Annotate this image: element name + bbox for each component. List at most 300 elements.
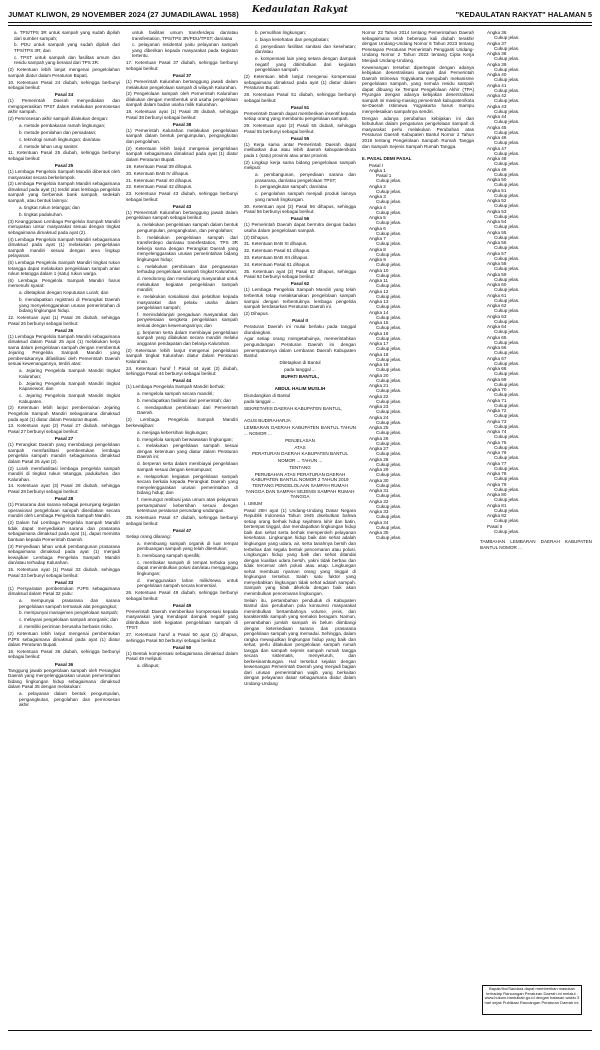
- paragraph: Cukup jelas.: [376, 188, 402, 194]
- paragraph: Dengan adanya perubahan kebijakan ini dan kebutuhan dalam pengaturan pengelolaan sampah di masyarakat perlu melakukan Perubahan atas Peraturan Daerah Kabupaten Bantul Nomor 2 Tahun 2019 tentang Pengelolaan Sampah Rumah Tangga dan Sampah Sejenis Sampah Rumah Tangga.: [362, 115, 474, 149]
- paragraph: Cukup jelas.: [494, 455, 520, 461]
- article-heading: Pasal 62: [290, 281, 310, 287]
- paragraph: Cukup jelas.: [494, 507, 520, 513]
- paragraph: (2) Lembaga Pengelola Sampah Mandiri berkewajiban:: [126, 417, 238, 428]
- paragraph: d. memiliki perizinan berusaha berbasis risiko.: [19, 624, 113, 630]
- paragraph: d. metode lahan urug saniter.: [19, 143, 79, 149]
- paragraph: Angka 30: [369, 477, 389, 483]
- paragraph: Cukup jelas.: [494, 413, 520, 419]
- paragraph: Angka 61: [487, 292, 507, 298]
- article-heading: Pasal 50: [172, 644, 192, 650]
- paragraph: c. melakukan pembinaan dan pengawasan terhadap pengelolaan sampah tingkat Kalurahan;: [137, 263, 238, 275]
- paragraph: Angka 74: [487, 429, 507, 434]
- paragraph: b. membuang sampah spesifik;: [137, 552, 201, 558]
- paragraph: Cukup jelas.: [494, 35, 520, 41]
- paragraph: Cukup jelas.: [376, 524, 402, 530]
- paragraph: Pemerintah Daerah dapat memberikan insentif kepada setiap orang yang membantu pengelolaan sampah.: [244, 110, 356, 122]
- paragraph: Cukup jelas.: [376, 178, 402, 184]
- paragraph: (2) Ketentuan lebih lanjut mengenai kompensasi sebagaimana dimaksud pada ayat (1) diatur dalam Peraturan Bupati.: [244, 74, 356, 91]
- paragraph: c. membakar sampah di tempat terbuka yang dapat menimbulkan polusi dan/atau mengganggu lingkungan;: [137, 559, 238, 576]
- article-heading: Pasal 28: [54, 496, 74, 502]
- paragraph: untuk fasilitas umum transferdepo dan/atau transfestation, TPS/TPS 3R/PDU/TPST; dan/atau: [132, 30, 238, 41]
- paragraph: Angka 73: [487, 418, 507, 424]
- paragraph: Cukup jelas.: [376, 472, 402, 478]
- paragraph: Cukup jelas.: [494, 161, 520, 167]
- paragraph: Cukup jelas.: [494, 423, 520, 429]
- paragraph: (2) Lembaga Pengelola Sampah Mandiri sebagaimana dimaksud pada ayat (1) terdiri atas lembaga pengelola sampah yang berbentuk bank sampah, sedekah sampah, atau bentuk lainnya:: [8, 181, 120, 204]
- paragraph: 14. Ketentuan ayat (3) Pasal 28 diubah, sehingga Pasal 28 berbunyi sebagai berikut:: [8, 483, 120, 495]
- paragraph: Cukup jelas.: [376, 493, 402, 499]
- article-heading: Pasal 37: [172, 72, 192, 78]
- paragraph: Angka 69: [487, 376, 507, 382]
- paragraph: (2) Ketentuan lebih lanjut mengenai pengelolaan sampah sebagaimana dimaksud pada ayat (1) diatur dalam Peraturan Bupati.: [126, 145, 238, 162]
- paragraph: f. memungut retribusi jasa umum atas pelayanan persampahan/ kebersihan sesuai dengan ketentuan peraturan perundang-undangan.: [137, 497, 238, 514]
- paragraph: Cukup jelas.: [376, 356, 402, 362]
- paragraph: Cukup jelas.: [376, 482, 402, 488]
- paragraph: 21. Ketentuan Pasal 40 dihapus.: [126, 177, 193, 183]
- paragraph: Kewenangan tersebut dipertegas dengan adanya kebijakan desentralisasi sampah dari Pemerintah Daerah Istimewa Yogyakarta mengubah mekanisme pengelolaan sampah, yang semula residu sampah dapat dibuang ke Tempat Pengelolaan Akhir (TPA) Piyungan dengan adanya kebijakan desentralisasi sampah ini masing-masing pemerintah kabupaten/kota se-Daerah Istimewa Yogyakarta harus mampu menyelesaikan sampahnya sendiri.: [362, 64, 474, 114]
- paragraph: Cukup jelas.: [494, 234, 520, 240]
- footer-rule: [8, 1030, 592, 1031]
- paragraph: Cukup jelas.: [494, 77, 520, 83]
- paragraph: [362, 150, 474, 154]
- paragraph: a. pembangunan, penyediaan sarana dan prasarana, dan/atau pengelolaan TPST;: [255, 171, 356, 183]
- paragraph: (2) Lurah memfasilitasi lembaga pengelola sampah mandiri di tingkat rukun tetangga, padukuhan, dan Kalurahan.: [8, 465, 120, 482]
- paragraph: 29. Ketentuan ayat (2) Pasal 55 diubah, sehingga Pasal 55 berbunyi sebagai berikut:: [244, 122, 356, 134]
- paragraph: Cukup jelas.: [376, 262, 402, 268]
- paragraph: Cukup jelas.: [494, 108, 520, 114]
- paragraph: Cukup jelas.: [494, 203, 520, 209]
- paragraph: Angka 26: [369, 435, 389, 441]
- paragraph: d. berperan serta dalam membiayai pengelolaan sampah sesuai dengan kemampuan;: [137, 461, 238, 472]
- paragraph: Cukup jelas.: [376, 409, 402, 415]
- paragraph: 32. Ketentuan Pasal 61 dihapus.: [244, 248, 311, 254]
- paragraph: Ditetapkan di Bantul: [279, 359, 321, 365]
- article-body: [8, 30, 592, 1020]
- paragraph: Cukup jelas.: [494, 171, 520, 177]
- paragraph: Cukup jelas.: [494, 444, 520, 450]
- paragraph: Angka 72: [487, 408, 507, 413]
- paragraph: 34. Ketentuan Pasal 61 dihapus.: [244, 261, 311, 267]
- paragraph: Angka 60: [487, 282, 507, 287]
- paragraph: Angka 24: [369, 414, 389, 420]
- article-heading: Pasal II: [292, 318, 308, 323]
- paragraph: Angka 48: [487, 156, 507, 161]
- paragraph: Cukup jelas.: [376, 220, 402, 226]
- paragraph: Cukup jelas.: [494, 287, 520, 293]
- paragraph: Cukup jelas.: [376, 346, 402, 352]
- paragraph: Angka 58: [487, 261, 507, 266]
- paragraph: (5) Lembaga Pengelola Sampah Mandiri tingkat rukun tetangga dapat melakukan pengelolaan sampah antar rukun tetangga dalam 1 (satu) rukun warga.: [8, 259, 120, 277]
- paragraph: PENJELASAN: [285, 437, 315, 443]
- paragraph: Angka 54: [487, 219, 507, 224]
- paragraph: Angka 46: [487, 135, 507, 140]
- paragraph: Cukup jelas.: [494, 381, 520, 387]
- column-2: [126, 30, 238, 1020]
- paragraph: 22. Ketentuan Pasal 42 dihapus.: [126, 184, 193, 190]
- paragraph: Tanggung jawab pengelolaan sampah oleh Perangkat Daerah yang menyelenggarakan urusan pemerintahan bidang lingkungan hidup sebagaimana dimaksud dalam Pasal 35 dengan melakukan:: [8, 667, 120, 690]
- paragraph: Angka 80: [487, 492, 507, 497]
- paragraph: (1) Prasarana dan sarana sebagai penunjang kegiatan operasional pengelolaan sampah disediakan secara mandiri oleh Lembaga Pengelola Sampah Mandiri.: [8, 502, 120, 519]
- paragraph: Angka 25: [369, 425, 389, 431]
- paragraph: Cukup jelas.: [376, 377, 402, 383]
- paragraph: 10. Ketentuan Pasal 24 diubah, sehingga berbunyi sebagai berikut:: [8, 79, 120, 91]
- paragraph: Cukup jelas.: [494, 129, 520, 135]
- paragraph: b. tingkat padukuhan.: [19, 211, 63, 217]
- paragraph: Cukup jelas.: [494, 276, 520, 282]
- paragraph: Angka 41: [487, 82, 507, 88]
- paragraph: (2) Pengelolaan sampah oleh Pemerintah Kalurahan dilakukan dengan membentuk unit usaha pengelolaan sampah dalam badan usaha milik Kalurahan.: [126, 91, 238, 108]
- paragraph: Cukup jelas.: [494, 486, 520, 492]
- paragraph: 25. Ketentuan Pasal 47 diubah, sehingga berbunyi sebagai berikut:: [126, 515, 238, 526]
- paragraph: Angka 64: [487, 324, 507, 329]
- paragraph: 23. Ketentuan Pasal 43 diubah, sehingga berbunyi sebagai berikut:: [126, 191, 238, 202]
- paragraph: Cukup jelas.: [494, 45, 520, 51]
- paragraph: Angka 36: [487, 30, 507, 35]
- paragraph: Cukup jelas.: [494, 245, 520, 251]
- paragraph: Cukup jelas.: [376, 451, 402, 457]
- paragraph: Cukup jelas.: [376, 230, 402, 236]
- paragraph: Cukup jelas.: [376, 199, 402, 205]
- paragraph: Cukup jelas.: [376, 335, 402, 341]
- paragraph: a. dihapus;: [137, 663, 160, 669]
- paragraph: Cukup jelas.: [376, 272, 402, 278]
- paragraph: d. menggunakan lahan milik/sewa untuk pengelolaan sampah secara komersial.: [137, 577, 238, 589]
- paragraph: Angka 31: [369, 488, 389, 494]
- paragraph: Cukup jelas.: [494, 297, 520, 303]
- paragraph: Cukup jelas.: [494, 465, 520, 471]
- paragraph: Cukup jelas.: [494, 213, 520, 219]
- paragraph: Cukup jelas.: [494, 528, 520, 534]
- paragraph: Angka 59: [487, 271, 507, 277]
- paragraph: a. Jejaring Pengelola Sampah Mandiri tingkat Kalurahan;: [19, 368, 120, 379]
- paragraph: a. TPS/TPS 3R untuk sampah yang sudah dipilah dari sumber sampah;: [14, 30, 120, 41]
- article-heading: Pasal 26: [54, 327, 74, 333]
- paragraph: Angka 5: [369, 215, 386, 221]
- paragraph: 18. Ketentuan ayat (1) Pasal 38 diubah, sehingga Pasal 38 berbunyi sebagai berikut:: [126, 109, 238, 120]
- paragraph: Cukup jelas.: [494, 402, 520, 408]
- paragraph: Angka 50: [487, 177, 507, 182]
- paragraph: a. mempunyai prasarana dan sarana pengelolaan sampah termasuk alat pengangkut;: [19, 598, 120, 609]
- paragraph: g. berperan serta dalam membiayai pengelolaan sampah yang dilakukan secara mandiri melalui anggaran pendapatan dan belanja Kalurahan.: [137, 329, 238, 346]
- paragraph: Angka 28: [369, 456, 389, 462]
- paragraph: pada tanggal ...: [244, 399, 276, 405]
- masthead-logo: Kedaulatan Rakyat: [252, 5, 348, 15]
- paragraph: Angka 52: [487, 198, 507, 203]
- paragraph: Cukup jelas.: [494, 266, 520, 272]
- paragraph: Angka 57: [487, 250, 507, 256]
- paragraph: PERATURAN DAERAH KABUPATEN BANTUL: [251, 451, 349, 457]
- paragraph: (2) Dalam hal Lembaga Pengelola Sampah Mandiri tidak dapat menyediakan sarana dan prasarana sebagaimana dimaksud pada ayat (1), dapat meminta bantuan kepada Pemerintah Daerah.: [8, 520, 120, 542]
- paragraph: Angka 47: [487, 145, 507, 151]
- paragraph: 28. Ketentuan Pasal 51 diubah, sehingga berbunyi sebagai berikut:: [244, 91, 356, 103]
- paragraph: Cukup jelas.: [494, 182, 520, 188]
- paragraph: (4) Lembaga Pengelola Sampah Mandiri sebagaimana dimaksud pada ayat (1) melakukan pengelolaan sampah mandiri sesuai dengan area lingkup pelayanan.: [8, 236, 120, 259]
- paragraph: Cukup jelas.: [376, 304, 402, 310]
- paragraph: c. TPST untuk sampah dan fasilitas umum dan residu sampah yang berasal dari TPS 3R.: [14, 54, 120, 66]
- header-date: JUMAT KLIWON, 29 NOVEMBER 2024 (27 JUMADILAWAL 1958): [8, 10, 239, 19]
- paragraph: [244, 380, 356, 384]
- paragraph: Angka 9: [369, 257, 386, 263]
- paragraph: d. penyediaan fasilitas sanitasi dan kesehatan; dan/atau: [255, 43, 356, 55]
- paragraph: Cukup jelas.: [376, 241, 402, 247]
- article-heading: Pasal 25: [54, 162, 74, 168]
- paragraph: Peraturan Daerah ini mulai berlaku pada tanggal diundangkan.: [244, 324, 356, 335]
- paragraph: Cukup jelas.: [494, 339, 520, 345]
- paragraph: Cukup jelas.: [494, 56, 520, 62]
- article-heading: Pasal 49: [172, 602, 192, 608]
- column-5: [480, 30, 592, 1020]
- paragraph: BUPATI BANTUL,: [281, 373, 319, 379]
- paragraph: c. melakukan pengelolaan sampah sesuai dengan ketentuan yang diatur dalam Peraturan Daerah ini;: [137, 443, 238, 460]
- paragraph: Angka 79: [487, 481, 507, 487]
- article-heading: Pasal 47: [172, 527, 192, 533]
- paragraph: Pasal 28H ayat (1) Undang-Undang Dasar Negara Republik Indonesia Tahun 1945 disebutkan bahwa setiap orang berhak hidup sejahtera lahir dan batin, bertempat tinggal, dan mendapatkan lingkungan hidup baik dan sehat serta berhak memperoleh pelayanan kesehatan. Lingkungan hidup baik dan sehat adalah lingkungan yang udara, air, serta tanahnya bersih dan terbebas dari segala bentuk pencemaran atau polusi. Lingkungan hidup yang baik dan sehat ditandai dengan kualitas udara bersih, yakni tidak berbau dan tidak tercemar oleh polusi atau asap. Lingkungan sehat membuat nyaman orang yang tinggal di lingkungan tersebut. Salah satu faktor yang menyebabkan lingkungan tidak sehat adalah sampah. Sampah yang tidak dikelola dengan baik akan menimbulkan pencemaran lingkungan.: [244, 507, 356, 596]
- paragraph: Angka 62: [487, 303, 507, 308]
- paragraph: Angka 71: [487, 397, 507, 403]
- paragraph: Cukup jelas.: [494, 140, 520, 146]
- paragraph: Angka 63: [487, 313, 507, 319]
- paragraph: b. mendapatkan fasilitasi dari pemerintah; dan: [137, 398, 231, 404]
- paragraph: Cukup jelas.: [376, 440, 402, 446]
- paragraph: Cukup jelas.: [494, 392, 520, 398]
- paragraph: Diundangkan di Bantul: [244, 392, 291, 398]
- paragraph: Cukup jelas.: [494, 318, 520, 324]
- article-heading: Pasal 44: [172, 378, 192, 384]
- paragraph: Angka 35: [369, 530, 389, 536]
- paragraph: Cukup jelas.: [376, 398, 402, 404]
- paragraph: Angka 29: [369, 467, 389, 473]
- article-heading: Pasal 55: [290, 135, 310, 141]
- article-heading: Pasal 51: [290, 104, 310, 110]
- paragraph: (2) Dihapus.: [244, 310, 270, 316]
- paragraph: Angka 14: [369, 309, 389, 315]
- paragraph: d. mendorong dan mendukung masyarakat untuk melakukan kegiatan pengelolaan sampah mandiri;: [137, 276, 238, 293]
- paragraph: (1) Perangkat Daerah yang membidangi pengelolaan sampah memfasilitasi pembentukan lembaga pengelola sampah mandiri sebagaimana dimaksud dalam Pasal 25 ayat (2).: [8, 442, 120, 464]
- paragraph: (1) Pemerintah Kalurahan bertanggung jawab dalam melakukan pengelolaan sampah di wilayah Kalurahan.: [126, 78, 238, 90]
- paragraph: b. mengelola sampah berwawasan lingkungan;: [137, 436, 233, 442]
- paragraph: Pasal I: [369, 162, 384, 168]
- paragraph: a. ditetapkan dengan Keputusan Lurah; dan: [19, 290, 109, 296]
- article-heading: Pasal 38: [172, 121, 192, 127]
- paragraph: [244, 413, 356, 417]
- paragraph: NOMOR ... TAHUN ...: [277, 458, 323, 464]
- paragraph: Pemerintah Daerah memberikan kompensasi kepada masyarakat yang mendapat dampak negatif yang ditimbulkan oleh kegiatan pengelolaan sampah di TPST.: [126, 608, 238, 631]
- paragraph: Cukup jelas.: [494, 192, 520, 198]
- paragraph: (3) Penyediaan lahan untuk pembangunan prasarana sebagaimana dimaksud pada ayat (1) menjadi kewajiban Lembaga Pengelola Sampah Mandiri dan/atau terhadap Kalurahan.: [8, 543, 120, 566]
- paragraph: Angka 18: [369, 351, 389, 357]
- paragraph: Angka 53: [487, 208, 507, 214]
- paragraph: Angka 4: [369, 204, 386, 210]
- paragraph: Angka 66: [487, 345, 507, 350]
- paragraph: (2) Ketentuan lebih lanjut pembentukan Jejaring Pengelola Sampah Mandiri sebagaimana dimaksud pada ayat (1) diatur dalam Peraturan Bupati.: [8, 405, 120, 422]
- column-4: [362, 30, 474, 1020]
- paragraph: (6) Lembaga Pengelola Sampah Mandiri harus memenuhi syarat:: [8, 277, 120, 289]
- paragraph: b. pemulihan lingkungan;: [255, 30, 307, 35]
- header-rule: [8, 22, 592, 23]
- paragraph: I. UMUM: [244, 500, 263, 506]
- paragraph: Cukup jelas.: [376, 503, 402, 509]
- paragraph: a. metode pembakaran ramah lingkungan;: [19, 122, 106, 128]
- column-1: [8, 30, 120, 1020]
- paragraph: (2) Pemrosesan akhir sampah dilakukan dengan:: [8, 116, 109, 122]
- paragraph: 15. Ketentuan ayat (1) Pasal 33 diubah, sehingga Pasal 33 berbunyi sebagai berikut:: [8, 567, 120, 578]
- paragraph: Angka 23: [369, 404, 389, 410]
- paragraph: 35. Ketentuan ayat (2) Pasal 62 dihapus, sehingga Pasal 62 berbunyi sebagai berikut:: [244, 268, 356, 280]
- paragraph: Angka 11: [369, 278, 389, 284]
- paragraph: Cukup jelas.: [376, 367, 402, 373]
- paragraph: Angka 45: [487, 124, 507, 130]
- paragraph: TENTANG: [289, 465, 311, 471]
- paragraph: Cukup jelas.: [494, 119, 520, 125]
- paragraph: 13. Ketentuan ayat (2) Pasal 27 diubah, sehingga Pasal 27 berbunyi sebagai berikut:: [8, 423, 120, 434]
- paragraph: c. melayani pengelolaan sampah anorganik; dan: [19, 617, 118, 623]
- article-heading: Pasal 27: [54, 436, 74, 442]
- paragraph: Cukup jelas.: [376, 283, 402, 289]
- paragraph: (1) Pemerintah Daerah menyediakan dan mengoperasikan TPST dalam melakukan pemrosesan akhir sampah.: [8, 98, 120, 115]
- paragraph: a. tingkat rukun tetangga; dan: [19, 204, 80, 210]
- paragraph: Angka 19: [369, 362, 389, 368]
- paragraph: Cukup jelas.: [376, 251, 402, 257]
- paragraph: (1) Pemerintah Daerah dapat bermitra dengan badan usaha dalam pengelolaan sampah.: [244, 222, 356, 233]
- paragraph: Cukup jelas.: [376, 325, 402, 331]
- paragraph: Angka 82: [487, 513, 507, 518]
- paragraph: Cukup jelas.: [376, 209, 402, 215]
- paragraph: a. pelayanan dalam bentuk pengumpulan, pengangkutan, pengolahan dan pemrosesan akhir: [19, 691, 120, 708]
- paragraph: f. menindaklanjuti pengaduan masyarakat dan penyelesaian sengketa pengelolaan sampah sesuai dengan kewenangannya; dan: [137, 311, 238, 328]
- paragraph: 33. Ketentuan BAB XII dihapus.: [244, 255, 309, 261]
- paragraph: Angka 22: [369, 393, 389, 399]
- paragraph: 30. Ketentuan ayat (2) Pasal 56 dihapus, sehingga Pasal 56 berbunyi sebagai berikut:: [244, 203, 356, 215]
- paragraph: Angka 51: [487, 187, 507, 193]
- paragraph: 17. Ketentuan Pasal 37 diubah, sehingga berbunyi sebagai berikut:: [126, 60, 238, 71]
- paragraph: (2) Ketentuan lebih lanjut mengenai pembentukan PJPS sebagaimana dimaksud pada ayat (1) diatur dalam Peraturan Bupati.: [8, 630, 120, 648]
- paragraph: Angka 27: [369, 446, 389, 452]
- page-header: [0, 0, 600, 30]
- paragraph: Angka 75: [487, 439, 507, 445]
- paragraph: b. PDU untuk sampah yang sudah dipilah dari TPS/TPS 3R; dan: [14, 42, 120, 53]
- paragraph: Cukup jelas.: [494, 308, 520, 314]
- paragraph: Pasal II: [487, 523, 503, 529]
- paragraph: Angka 67: [487, 355, 507, 361]
- paragraph: Cukup jelas.: [494, 350, 520, 356]
- paragraph: Cukup jelas.: [494, 255, 520, 261]
- paragraph: ATAS: [294, 444, 306, 450]
- paragraph: Angka 44: [487, 114, 507, 119]
- paragraph: 31. Ketentuan BAB XI dihapus.: [244, 241, 308, 247]
- paragraph: Pasal 1: [376, 173, 392, 179]
- paragraph: b. melakukan pengelolaan sampah dari transferdepo dan/atau transfestation, TPS 3R bekerja sama dengan Perangkat Daerah yang menyelenggarakan urusan pemerintahan bidang lingkungan hidup;: [137, 234, 238, 262]
- paragraph: AGUS BUDIRAHARJA: [244, 418, 291, 424]
- paragraph: Angka 2: [369, 183, 386, 189]
- paragraph: Angka 56: [487, 240, 507, 245]
- paragraph: 12. Ketentuan ayat (1) Pasal 26 diubah, sehingga Pasal 26 berbunyi sebagai berikut:: [8, 315, 120, 326]
- paragraph: c. pelayanan insidental yaitu pelayanan sampah yang diberikan kepada masyarakat pada kegiatan tertentu.: [132, 42, 238, 59]
- paragraph: Angka 20: [369, 372, 389, 378]
- paragraph: Cukup jelas.: [494, 360, 520, 366]
- paragraph: Angka 81: [487, 502, 507, 508]
- paragraph: Angka 43: [487, 103, 507, 109]
- article-heading: Pasal 36: [54, 661, 74, 667]
- paragraph: Angka 55: [487, 229, 507, 235]
- paragraph: (1) Lembaga Pengelola Sampah Mandiri berhak:: [126, 384, 226, 390]
- paragraph: 24. Ketentuan huruf f Pasal 44 ayat (2) diubah, sehingga Pasal 44 berbunyi sebagai berikut:: [126, 365, 238, 377]
- paragraph: (1) Kerja sama antar Pemerintah Daerah dapat melibatkan dua atau lebih daerah kabupaten/kota pada 1 (satu) provinsi atau antar provinsi.: [244, 141, 356, 158]
- paragraph: 19. Ketentuan Pasal 39 dihapus.: [126, 163, 193, 169]
- paragraph: Angka 76: [487, 450, 507, 455]
- paragraph: (2) Dihapus.: [244, 234, 270, 240]
- paragraph: TAMBAHAN LEMBARAN DAERAH KABUPATEN BANTUL NOMOR ...: [480, 539, 592, 550]
- paragraph: Cukup jelas.: [494, 329, 520, 335]
- paragraph: Angka 8: [369, 246, 386, 252]
- paragraph: (3) Keanggotaan Lembaga Pengelola Sampah Mandiri merupakan unsur masyarakat sesuai dengan tingkat sebagaimana dimaksud pada ayat (2).: [8, 218, 120, 235]
- paragraph: Cukup jelas.: [494, 434, 520, 440]
- paragraph: c. Jejaring Pengelola Sampah Mandiri tingkat Kabupaten.: [19, 393, 120, 404]
- column-3: [244, 30, 356, 1020]
- paragraph: Angka 40: [487, 72, 507, 77]
- paragraph: (1) Lembaga Pengelola Sampah Mandiri dibentuk oleh masyarakat secara berkelompok.: [8, 169, 120, 180]
- paragraph: (1) Pemerintah Kalurahan melakukan pengelolaan sampah dalam bentuk pengumpulan, pengangkutan dan pengolahan.: [126, 127, 238, 145]
- paragraph: Cukup jelas.: [494, 98, 520, 104]
- public-input-notice: Bapak/Ibu/Saudara dapat memberikan masukan terhadap Rancangan Peraturan Daerah ini melalui : www.hukum.bantulkab.go.id dengan batasan waktu 3 hari sejak Publikasi Rancangan Peraturan Daerah ini.: [482, 985, 582, 1015]
- paragraph: Angka 10: [369, 267, 389, 273]
- paragraph: 20. Ketentuan BAB IV dihapus.: [126, 170, 190, 176]
- paragraph: a. mengelola sampah secara mandiri;: [137, 391, 214, 397]
- paragraph: Cukup jelas.: [494, 371, 520, 377]
- paragraph: SEKRETARIS DAERAH KABUPATEN BANTUL,: [244, 406, 343, 412]
- paragraph: Angka 15: [369, 320, 389, 326]
- paragraph: 26. Ketentuan Pasal 49 diubah, sehingga berbunyi sebagai berikut:: [126, 590, 238, 601]
- article-heading: Pasal 33: [54, 579, 74, 585]
- paragraph: Angka 34: [369, 519, 389, 525]
- paragraph: a. membuang sampah organik di luar tempat pembuangan sampah yang telah ditentukan;: [137, 540, 238, 552]
- paragraph: Agar setiap orang mengetahuinya, memerintahkan pengundangan Peraturan Daerah ini dengan penempatannya dalam Lembaran Daerah Kabupaten Bantul.: [244, 336, 356, 359]
- paragraph: b. metode pemilahan dan pemadatan;: [19, 129, 97, 135]
- paragraph: 27. Ketentuan huruf a Pasal 50 ayat (1) dihapus, sehingga Pasal 50 berbunyi sebagai berikut:: [126, 632, 238, 643]
- paragraph: Cukup jelas.: [494, 497, 520, 503]
- paragraph: e. melakukan sosialisasi dan pelatihan kepada masyarakat dan pelaku usaha dalam pengelolaan sampah;: [137, 293, 238, 311]
- paragraph: II. PASAL DEMI PASAL: [362, 155, 412, 161]
- paragraph: (1) Persyaratan pembentukan PJPS sebagaimana dimaksud dalam Pasal 32 yaitu:: [8, 585, 120, 597]
- paragraph: Cukup jelas.: [376, 514, 402, 520]
- paragraph: Angka 38: [487, 51, 507, 56]
- paragraph: Cukup jelas.: [494, 66, 520, 72]
- paragraph: [480, 534, 592, 538]
- paragraph: Cukup jelas.: [376, 388, 402, 394]
- paragraph: Cukup jelas.: [376, 314, 402, 320]
- paragraph: Cukup jelas.: [376, 461, 402, 467]
- paragraph: (2) Lingkup kerja sama bidang pengelolaan sampah meliputi:: [244, 159, 356, 171]
- header-page-number: "KEDAULATAN RAKYAT" HALAMAN 5: [455, 10, 592, 19]
- article-heading: Pasal 56: [290, 216, 310, 222]
- paragraph: Cukup jelas.: [376, 293, 402, 299]
- paragraph: Selain itu, pertambahan penduduk di Kabupaten Bantul dan perubahan pola konsumsi masyarakat menimbulkan bertambahnya volume, jenis, dan karakteristik sampah yang semakin beragam. Namun, penambahan jumlah sampah ini belum diimbangi dengan ketersediaan sarana dan prasarana pengelolaan sampah yang memadai. Sehingga, dalam rangka mewujudkan lingkungan hidup yang baik dan sehat, perlu dilakukan pengelolaan sampah rumah tangga dan sampah sejenis sampah rumah tangga secara sistematis, menyeluruh, dan berkesinambungan. Hal tersebut sejalan dengan kewenangan Pemerintah Daerah yang menjadi bagian dari urusan pemerintahan wajib yang berkaitan dengan pelayanan dasar sebagaimana diatur dalam Undang-Undang: [244, 597, 356, 686]
- paragraph: Angka 16: [369, 330, 389, 336]
- article-heading: Pasal 24: [54, 92, 74, 98]
- header-rule-thin: [8, 25, 592, 26]
- paragraph: Angka 32: [369, 498, 389, 504]
- article-heading: Pasal 43: [172, 203, 192, 209]
- paragraph: PERUBAHAN ATAS PERATURAN DAERAH KABUPATEN BANTUL NOMOR 2 TAHUN 2019 TENTANG PENGELOLAAN SAMPAH RUMAH TANGGA DAN SAMPAH SEJENIS SAMPAH RUMAH TANGGA: [245, 471, 355, 500]
- paragraph: Angka 17: [369, 341, 389, 347]
- paragraph: Cukup jelas.: [494, 476, 520, 482]
- paragraph: Angka 37: [487, 40, 507, 46]
- paragraph: Angka 39: [487, 61, 507, 67]
- paragraph: Angka 7: [369, 236, 386, 242]
- paragraph: b. Jejaring Pengelola Sampah Mandiri tingkat Kapanewon; dan: [19, 380, 120, 392]
- paragraph: e. kompensasi lain yang setara dengan dampak negatif yang ditimbulkan dari kegiatan pengelolaan sampah.: [255, 56, 356, 73]
- paragraph: (1) Lembaga Pengelola Sampah Mandiri sebagaimana dimaksud dalam Pasal 25 ayat (1) melakukan kerja sama dalam pengelolaan sampah dengan membentuk Jejaring Pengelola Sampah Mandiri yang pembentukannya difasilitasi oleh Pemerintah Daerah sesuai kewenangannya, terdiri atas:: [8, 333, 120, 367]
